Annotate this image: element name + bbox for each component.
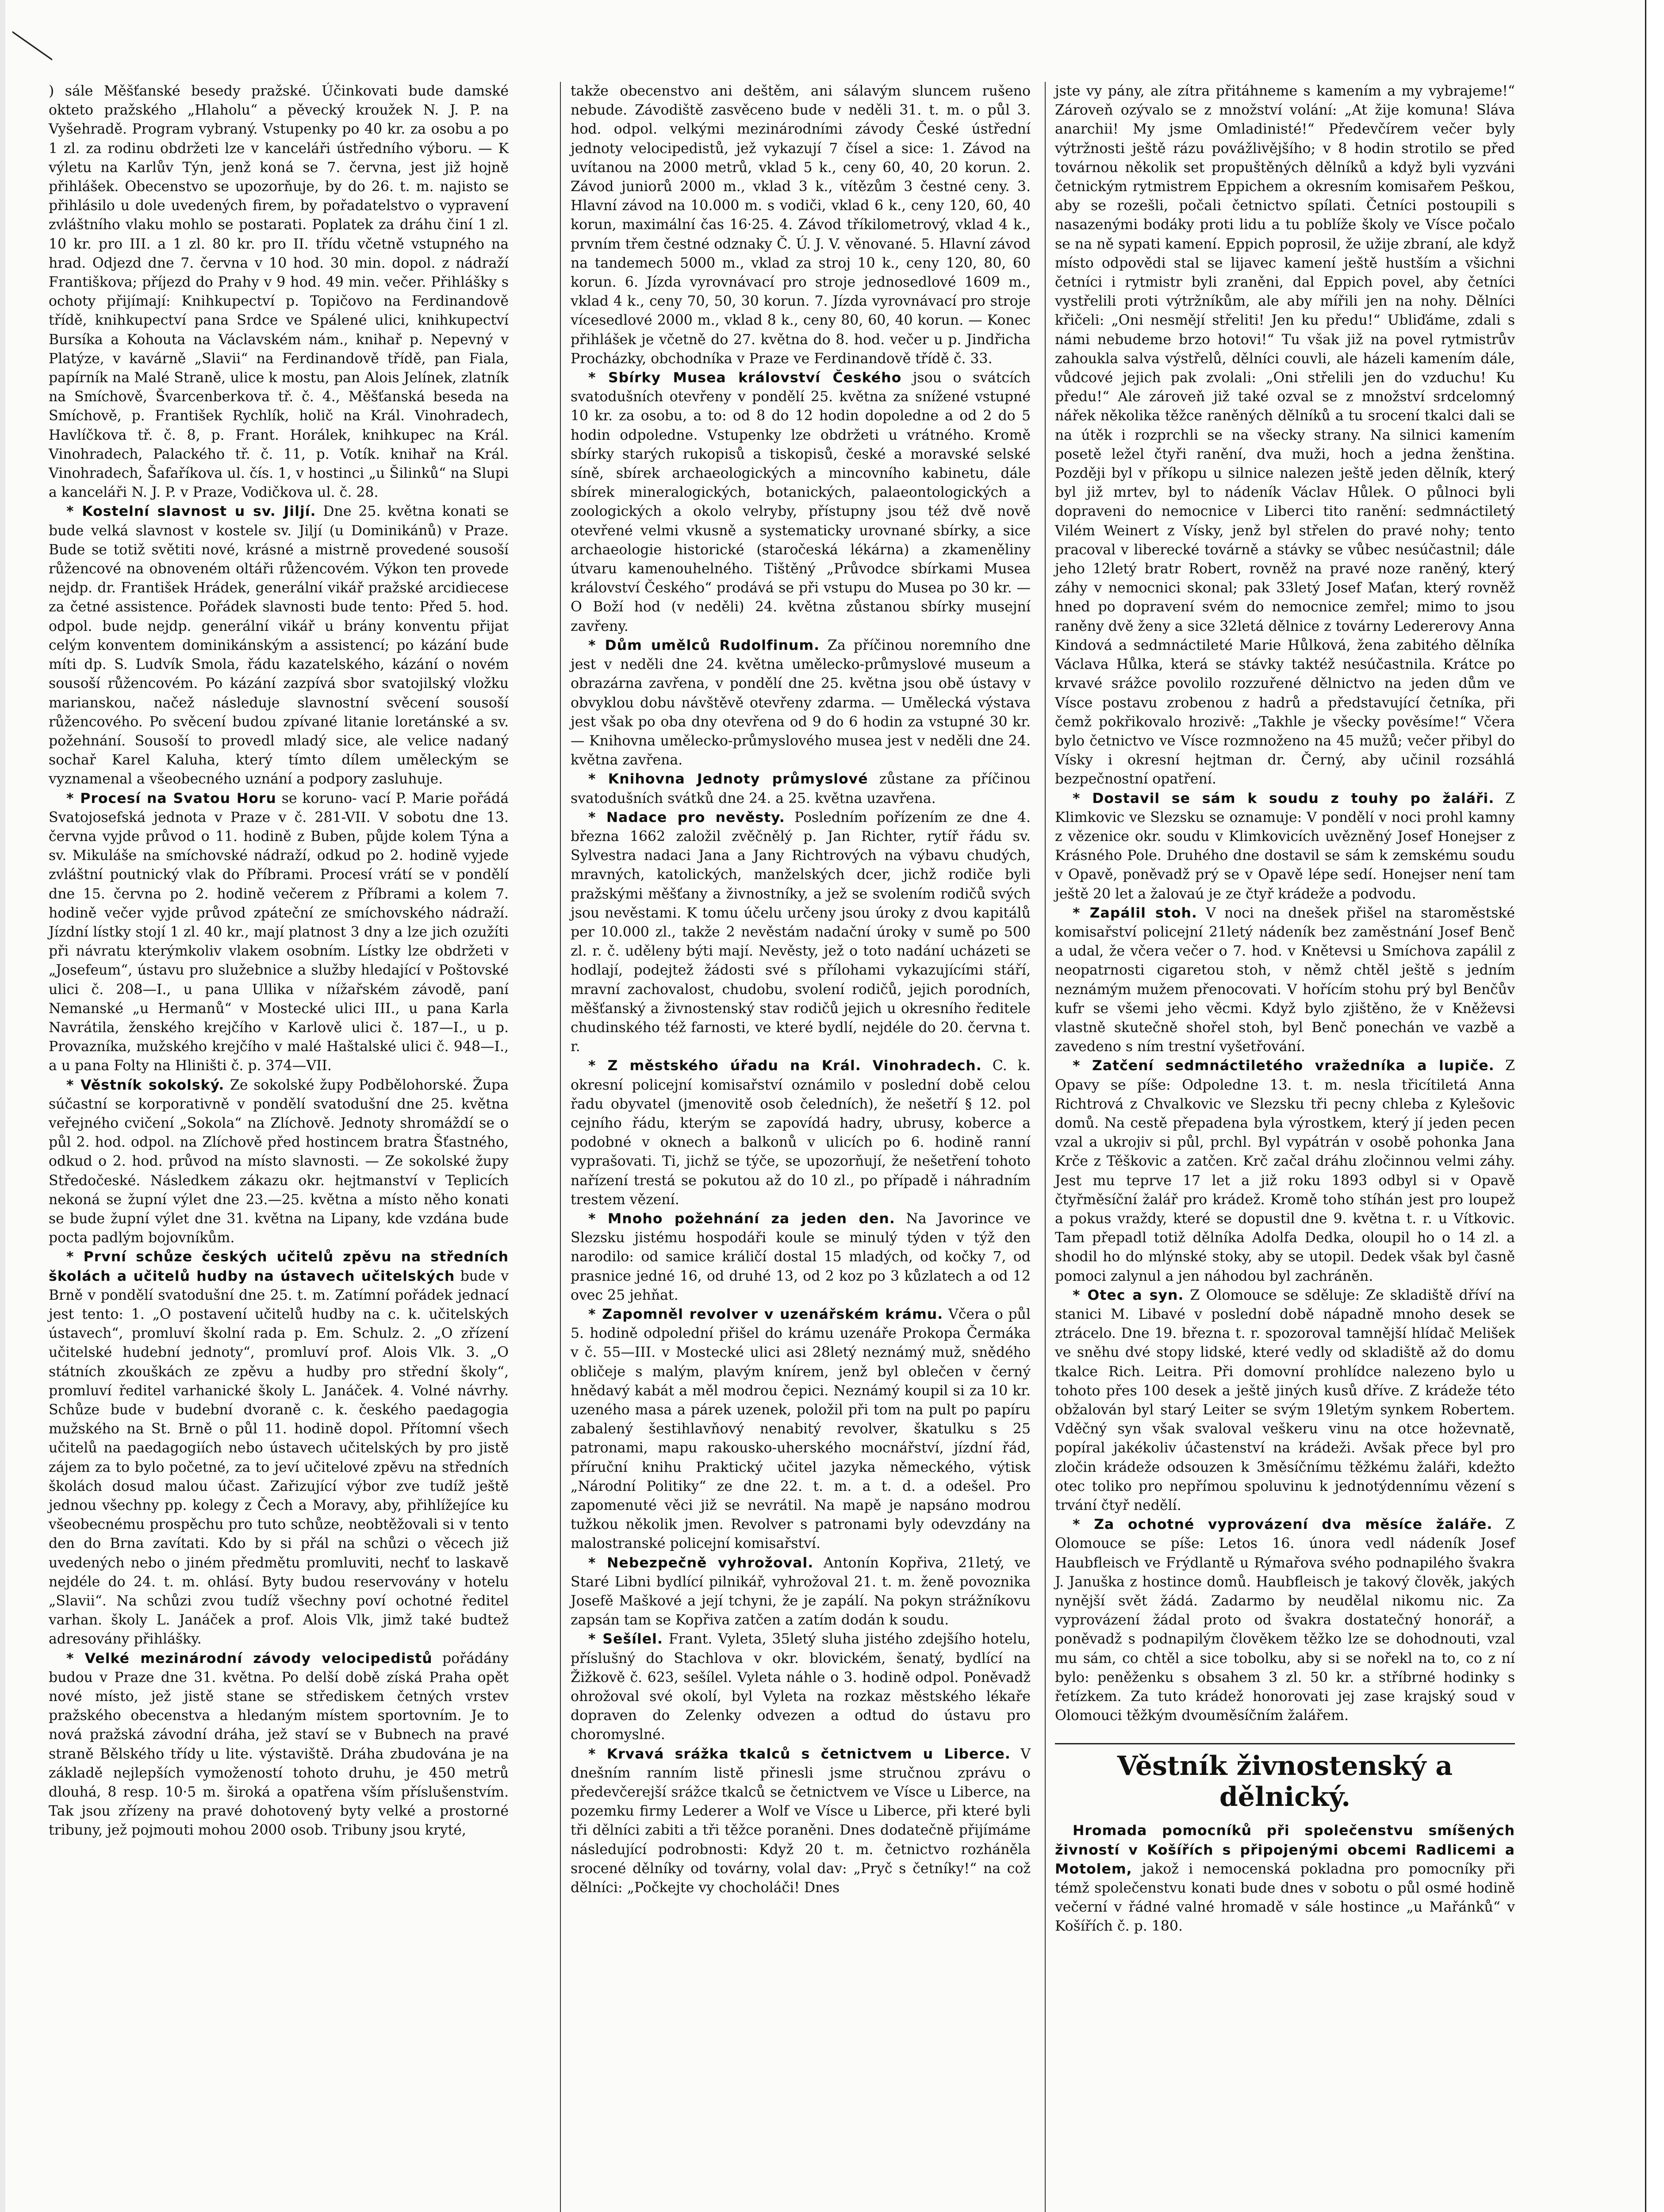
article-heading: * Krvavá srážka tkalců s četnictvem u Liberce. (588, 1746, 1011, 1762)
article-text: jsou o svátcích svatodušních otevřeny v pondělí 25. května za snížené vstupné 10 kr. za osobu, a to: od 8 do 12 hodin dopoledne a od 2 do 5 hodin odpoledne. Vstupenky lze obdržeti u vrátného. Kromě sbírky starých rukopisů a tiskopisů, české a moravské selské síně, sbírek archaeologických a mincovního kabinetu, dále sbírek mineralogických, botanických, palaeontologických a zoologických a okolo velryby, přístupny jsou též dvě nově otevřené velmi vkusně a systematicky urovnané sbírky, a sice archaeologie historické (staročeská lékárna) a zkameněliny útvaru kamenouhelného. Tištěný „Průvodce sbírkami Musea království Českého“ prodává se při vstupu do Musea po 30 kr. — O Boží hod (v neděli) 24. května zůstanou sbírky musejní zavřeny. (571, 370, 1031, 634)
article-paragraph (1055, 1515, 1515, 1725)
article-text: Ze sokolské župy Podbělohorské. Župa súčastní se korporativně v pondělí svatodušní dne 25. května veřejného cvičení „Sokola“ na Zlíchově. Jednoty shromáždí se o půl 2. hod. odpol. na Zlíchově před hostincem bratra Šťastného, odkud o 2. hod. průvod na místo slavnosti. — Ze sokolské župy Středočeské. Následkem zákazu okr. hejtmanství v Teplicích nekoná se župní výlet dne 23.—25. května a místo něho konati se bude župní výlet dne 31. května na Lipany, kde vzdána bude pocta padlým bojovníkům. (49, 1077, 509, 1246)
article-text: Za příčinou noremního dne jest v neděli dne 24. května umělecko-průmyslové museum a obrazárna zavřena, v pondělí dne 25. května jsou obě ústavy v obvyklou dobu návštěvě otevřeny zdarma. — Umělecká výstava jest však po oba dny otevřena od 9 do 6 hodin za vstupné 30 kr. — Knihovna umělecko-průmyslového musea jest v neděli dne 24. května zavřena. (571, 637, 1031, 768)
scan-edge-left (0, 0, 5, 2212)
article-paragraph (571, 1210, 1031, 1305)
article-paragraph (49, 1649, 509, 1840)
article-paragraph (571, 82, 1031, 369)
article-heading: * Knihovna Jednoty průmyslové (588, 771, 868, 787)
article-heading: * Velké mezinárodní závody velocipedistů (66, 1650, 433, 1667)
article-heading: * Nebezpečně vyhrožoval. (588, 1555, 814, 1571)
article-heading: * Za ochotné vyprovázení dva měsíce žaláře. (1073, 1517, 1493, 1533)
article-text: Posledním pořízením ze dne 4. března 1662 založil zvěčnělý p. Jan Richter, rytíř řádu sv. Sylvestra nadaci Jana a Jany Richtrových na výbavu chudých, mravných, katolických, manželských dcer, jichž rodiče byli pražskými měšťany a živnostníky, a jež se svolením rodičů svých jsou nevěstami. K tomu účelu určeny jsou úroky z dvou kapitálů per 10.000 zl., takže 2 nevěstám nadační úroky v sumě po 500 zl. r. č. uděleny býti mají. Nevěsty, jež o toto nadání ucházeti se hodlají, podejtež žádosti své s přílohami vykazujícími stáří, mravní zachovalost, chudobu, svolení rodičů, jejich porodních, měšťanský a živnostenský stav rodičů jejich u okresního ředitele chudinského též farnosti, ve které bydlí, nejdéle do 20. června t. r. (571, 809, 1031, 1055)
article-text: zůstane za příčinou svatodušních svátků dne 24. a 25. května uzavřena. (571, 771, 1031, 806)
article-text: takže obecenstvo ani deštěm, ani sálavým sluncem rušeno nebude. Závodiště zasvěceno bude v neděli 31. t. m. o půl 3. hod. odpol. velkými mezinárodními závody České ústřední jednoty velocipedistů, jež vykazují 7 čísel a sice: 1. Závod na uvítanou na 2000 metrů, vklad 5 k., ceny 60, 40, 20 korun. 2. Závod juniorů 2000 m., vklad 3 k., vítězům 3 čestné ceny. 3. Hlavní závod na 10.000 m. s vodiči, vklad 6 k., ceny 120, 60, 40 korun, maximální čas 16·25. 4. Závod tříkilometrový, vklad 4 k., prvním třem čestné odznaky Č. Ú. J. V. věnované. 5. Hlavní závod na tandemech 5000 m., vklad za stroj 10 k., ceny 120, 80, 60 korun. 6. Jízda vyrovnávací pro stroje jednosedlové 1609 m., vklad 4 k., ceny 70, 50, 30 korun. 7. Jízda vyrovnávací pro stroje vícesedlové 2000 m., vklad 8 k., ceny 80, 60, 40 korun. — Konec přihlášek je včetně do 27. května do 8. hod. večer u p. Jindřicha Procházky, obchodníka v Praze ve Ferdinandově třídě č. 33. (571, 83, 1031, 367)
article-heading: * Procesí na Svatou Horu (66, 790, 276, 806)
article-text: Z Olomouce se píše: Letos 16. února vedl nádeník Josef Haubfleisch ve Frýdlantě u Rýmařova svého podnapilého švakra J. Januška z hostince domů. Haubfleisch je takový člověk, jakých nynější svět žádá. Zadarmo by neudělal nikomu nic. Za vyprovázení žádal proto od švakra dostatečný honorář, a poněvadž s podnapilým člověkem těžko lze se dohodnouti, vzal mu sám, co chtěl a sice tobolku, aby si se nořekl na to, co z ní bylo: peněženku s obsahem 3 zl. 50 kr. a stříbrné hodinky s řetízkem. Za tuto krádež honorovati jej zase krajský soud v Olomouci těžkým dvouměsíčním žalářem. (1055, 1517, 1515, 1724)
article-heading: * Zapomněl revolver v uzenářském krámu. (588, 1306, 943, 1322)
column-2 (571, 82, 1031, 1897)
article-text: Z Opavy se píše: Odpoledne 13. t. m. nesla třicítiletá Anna Richtrová z Chvalkovic ve Slezsku tři pecny chleba z Kylešovic domů. Na cestě přepadena byla výrostkem, který jí jeden pecen vzal a ukrojiv si půl, prchl. Byl vypátrán v osobě pohonka Jana Krče z Těškovic a zatčen. Krč začal dráhu zločinnou velmi záhy. Jest mu teprve 17 let a již roku 1893 odbyl si v Opavě čtyřměsíční žalář pro krádež. Kromě toho stíhán jest pro loupež a pokus vraždy, které se dopustil dne 9. května t. r. u Vítkovic. Tam přepadl totiž dělníka Adolfa Dedka, oloupil ho o 14 zl. a shodil ho do mlýnské stoky, aby se utopil. Dedek však byl časně pomoci zalynul a jen náhodou byl zachráněn. (1055, 1058, 1515, 1284)
article-heading: * Zatčení sedmnáctiletého vražedníka a lupiče. (1073, 1058, 1495, 1074)
article-heading: * Kostelní slavnost u sv. Jiljí. (66, 503, 316, 520)
article-heading: * Sbírky Musea království Českého (588, 370, 902, 386)
article-heading: * Nadace pro nevěsty. (588, 809, 785, 826)
article-heading: * Z městského úřadu na Král. Vinohradech. (588, 1058, 982, 1074)
article-paragraph (1055, 904, 1515, 1057)
article-heading: * Mnoho požehnání za jeden den. (588, 1210, 895, 1227)
article-paragraph (49, 1076, 509, 1248)
article-paragraph (49, 502, 509, 789)
article-heading: * Věstník sokolský. (66, 1077, 225, 1093)
article-text: bude v Brně v pondělí svatodušní dne 25. t. m. Zatímní pořádek jednací jest tento: 1. „O postavení učitelů hudby na c. k. učitelských ústavech“, promluví školní rada p. Em. Schulz. 2. „O zřízení učitelské hudební jednoty“, promluví prof. Alois Vlk. 3. „O státních zkouškách ze zpěvu a hudby pro střední školy“, promluví ředitel varhanické školy L. Janáček. 4. Volné návrhy. Schůze bude v budební dvoraně c. k. českého paedagogia mužského na St. Brně o půl 11. hodině dopol. Přítomní všech učitelů na paedagogiích nebo ústavech učitelských by pro jistě zájem za to bylo početné, za to jeví učitelové zpěvu na středních školách dosud malou účast. Zařizující výbor zve tudíž ještě jednou všechny pp. kolegy z Čech a Moravy, aby, přihlížejíce ku všeobecnému prospěchu pro tuto schůze, neobtěžovali si v tento den do Brna zavítati. Kdo by si přál na schůzi o věcech již uvedených nebo o jiném předmětu promluviti, nechť to laskavě nejdéle do 24. t. m. ohlásí. Byty budou reservovány v hotelu „Slavii“. Na schůzi zvou tudíž všechny poví ochotné ředitel varhan. školy L. Janáček a prof. Alois Vlk, jimž také budtež adresovány přihlášky. (49, 1268, 509, 1647)
article-paragraph (571, 808, 1031, 1057)
article-text: ) sále Měšťanské besedy pražské. Účinkovati bude damské okteto pražského „Hlaholu“ a pěvecký kroužek N. J. P. na Vyšehradě. Program vybraný. Vstupenky po 40 kr. za osobu a po 1 zl. za rodinu obdržeti lze v kanceláři ústředního výboru. — K výletu na Karlův Týn, jenž koná se 7. června, jest již hojně přihlášek. Obecenstvo se upozorňuje, by do 26. t. m. najisto se přihlásilo u dole uvedených firem, by pořadatelstvo o vypravení zvláštního vlaku mohlo se postarati. Poplatek za dráhu činí 1 zl. 10 kr. pro III. a 1 zl. 80 kr. pro II. třídu včetně vstupného na hrad. Odjezd dne 7. června v 10 hod. 30 min. dopol. z nádraží Františkova; příjezd do Prahy v 9 hod. 49 min. večer. Přihlášky s ochoty přijímají: Knihkupectví p. Topičovo na Ferdinandově třídě, knihkupectví pana Srdce ve Spálené ulici, knihkupectví Bursíka a Kohouta na Václavském nám., knihař p. Nepevný v Platýze, v kavárně „Slavii“ na Ferdinandově třídě, pan Fiala, papírník na Malé Straně, ulice k mostu, pan Alois Jelínek, zlatník na Smíchově, Švarcenberkova tř. č. 4., Měšťanská beseda na Smíchově, p. František Rychlík, holič na Král. Vinohradech, Havlíčkova tř. č. 8, p. Frant. Horálek, knihkupec na Král. Vinohradech, Palackého tř. č. 11, p. Votík. knihař na Král. Vinohradech, Šafaříkova ul. čís. 1, v hostinci „u Šilinků“ na Slupi a kanceláři N. J. P. v Praze, Vodičkova ul. č. 28. (49, 83, 509, 501)
article-text: Antonín Kopřiva, 21letý, ve Staré Libni bydlící pilnikář, vyhrožoval 21. t. m. ženě povoznika Josefě Maškové a její tchyni, že je zapálí. Na pokyn strážníkovu zapsán tam se Kopřiva zatčen a zatím dodán k soudu. (571, 1555, 1031, 1628)
article-paragraph (571, 1630, 1031, 1744)
article-heading: Hromada pomocníků při společenstvu smíšených živností v Košířích s připojenými obcemi Radlicemi a Motolem, (1055, 1823, 1515, 1877)
article-text: pořádány budou v Praze dne 31. května. Po delší době získá Praha opět nové místo, jež jistě stane se střediskem četných vrstev pražského obecenstva a hledaným místem sportovním. Je to nová pražská závodní dráha, jež staví se v Bubnech na pravé straně Bělského třídy u lite. výstaviště. Dráha zbudována je na základě nejlepších vymožeností tohoto druhu, je 450 metrů dlouhá, 8 resp. 10·5 m. široká a opatřena vším příslušenstvím. Tak jsou zřízeny na pravé dohotovený byty velké a prostorné tribuny, jež pojmouti mohou 2000 osob. Tribuny jsou kryté, (49, 1650, 509, 1839)
article-heading: * Sešílel. (588, 1631, 663, 1647)
article-heading: * Dostavil se sám k soudu z touhy po žaláři. (1073, 790, 1495, 806)
article-paragraph (49, 1248, 509, 1649)
article-text: C. k. okresní policejní komisařství oznámilo v poslední době celou řadu obyvatel (jmenovitě osob čeledních), že nešetří § 12. pol cejního řádu, kterým se zapovídá hadry, ubrusy, koberce a podobné v oknech a balkonů v ulicích po 6. hodině ranní vyprašovati. Ti, jichž se týče, se upozorňují, že nešetření tohoto nařízení trestá se pokutou až do 10 zl., po případě i náhradním trestem vězení. (571, 1058, 1031, 1208)
article-paragraph (49, 789, 509, 1076)
article-text: Včera o půl 5. hodině odpolední přišel do krámu uzenáře Prokopa Čermáka v č. 55—III. v Mostecké ulici asi 28letý neznámý muž, snědého obličeje s malým, plavým knírem, jenž byl oblečen v černý hnědavý kabát a měl modrou čepici. Neznámý koupil si za 10 kr. uzeného masa a párek uzenek, položil při tom na pult po papíru zabalený šestihlavňový nenabitý revolver, škatulku s 25 patronami, mapu rakousko-uherského mocnářství, jízdní řád, příruční knihu Praktický učitel jazyka německého, výtisk „Národní Politiky“ ze dne 22. t. m. a t. d. a odešel. Pro zapomenuté věci již se nevrátil. Na mapě je napsáno modrou tužkou několik jmen. Revolver s patronami byly odevzdány na malostranské policejní komisařství. (571, 1306, 1031, 1552)
article-paragraph (571, 770, 1031, 808)
article-paragraph (571, 369, 1031, 636)
article-paragraph (1055, 1286, 1515, 1515)
article-text: jakož i nemocenská pokladna pro pomocníky při témž společenstvu konati bude dnes v sobotu o půl osmé hodině večerní v řádné valné hromadě v sále hostince „u Mařánků“ v Košířích č. p. 180. (1055, 1861, 1515, 1935)
article-heading: * Dům umělců Rudolfinum. (588, 637, 820, 653)
article-heading: * Zapálil stoh. (1073, 905, 1197, 921)
article-text: Z Olomouce se sděluje: Ze skladiště dříví na stanici M. Libavé v poslední době nápadně mnoho desek se ztrácelo. Dne 19. března t. r. spozoroval tamnější hlídač Melišek ve sněhu dvé stopy lidské, které vedly od skladiště až do domu tkalce Rich. Leitra. Při domovní prohlídce nalezeno bylo u tohoto přes 100 desek a ještě jiných kusů dříve. Z krádeže této obžalován byl starý Leiter se svým 19letým synkem Robertem. Vděčný syn však svaloval veškeru vinu na otce hoževnatě, popíral jakékoliv účastenství na krádeži. Avšak přece byl pro zločin krádeže odsouzen k 3měsíčnímu těžkému žaláři, kdežto otec toliko pro nepřímou spoluvinu k jednotýdennímu vězení s trvání čtyř nedělí. (1055, 1287, 1515, 1514)
article-paragraph (571, 1305, 1031, 1554)
article-paragraph (1055, 1821, 1515, 1936)
article-paragraph (49, 82, 509, 502)
article-text: V noci na dnešek přišel na staroměstské komisařství policejní 21letý nádeník bez zaměstnání Josef Benč a udal, že včera večer o 7. hod. v Knětevsi u Smíchova zapálil z neopatrnosti cigaretou stoh, v němž chtěl ještě s jedním neznámým mužem přenocovati. V hořícím stohu prý byl Benčův kufr se všemi jeho věcmi. Když bylo zjištěno, že v Kněževsi vlastně skutečně shořel stoh, byl Benč ponechán ve vazbě a zavedeno s ním trestní vyšetřování. (1055, 905, 1515, 1055)
folded-corner-mark (12, 0, 52, 61)
article-heading: * První schůze českých učitelů zpěvu na středních školách a učitelů hudby na ústavech učitelských (49, 1249, 509, 1284)
article-paragraph (571, 1056, 1031, 1210)
article-text: Z Klimkovic ve Slezsku se oznamuje: V pondělí v noci prohl kamny z vězenice okr. soudu v Klimkovicích uvězněný Josef Honejser z Krásného Pole. Druhého dne dostavil se sám k zemskému soudu v Opavě, poněvadž prý se v Opavě lépe sedí. Honejser není tam ještě 20 let a žalovaú je ze čtyř krádeže a podvodu. (1055, 790, 1515, 902)
article-text: jste vy pány, ale zítra přitáhneme s kamením a my vybrajeme!“ Zároveň ozývalo se z množství volání: „At žije komuna! Sláva anarchii! My jsme Omladinisté!“ Předevčírem večer byly výtržnosti ještě rázu povážlivějšího; v 8 hodin strotilo se před továrnou několik set propuštěných dělníků a když byli vyzváni četnickým rytmistrem Eppichem a okresním komisařem Peškou, aby se rozešli, počali četnictvo spílati. Četníci postoupili s nasazenými bodáky proti lidu a tu poblíže školy ve Vísce počalo se na ně sypati kamení. Eppich poprosil, že užije zbraní, ale když místo odpovědi stal se lijavec kamení ještě hustším a všichni četníci i rytmistr byli zraněni, dal Eppich povel, aby četníci vystřelili proti výtržníkům, ale aby mířili jen na nohy. Dělníci křičeli: „Oni nesmějí střeliti! Jen ku předu!“ Ubliďáme, zdali s námi nebudeme brzo hotovi!“ Tu však již na povel rytmistrův zahoukla salva výstřelů, dělníci couvli, ale házeli kamením dále, vůdcové jejich pak zvolali: „Oni střelili jen do vzduchu! Ku předu!“ Ale zároveň již také ozval se z množství srdcelomný nářek několika těžce raněných dělníků a tu srocení tkalci dali se na útěk i rozprchli se na všecky strany. Na silnici kamením posetě ležel čtyři ranění, dva muži, hoch a jedna ženština. Později byl v příkopu u silnice nalezen ještě jeden dělník, který byl již mrtev, byl to nádeník Václav Hůlek. O půlnoci byli dopraveni do nemocnice v Liberci tito ranění: sedmnáctiletý Vilém Weinert z Vísky, jenž byl střelen do pravé nohy; tento pracoval v liberecké továrně a stávky se vůbec nesúčastnil; dále jeho 12letý bratr Robert, rovněž na pravé noze raněný, který záhy v nemocnici skonal; pak 33letý Josef Maťan, který rovněž hned po dopravení svém do nemocnice zemřel; mimo to jsou raněny dvě ženy a sice 32letá dělnice z továrny Ledererovy Anna Kindová a sedmnáctileté Marie Hůlková, žena zabitého dělníka Václava Hůlka, která se stávky taktéž nesúčastnila. Krátce po krvavé srážce povolilo rozzuřené dělnictvo na jeden dům ve Vísce postavu zrobenou z hadrů a představující četníka, při čemž pokřikovalo hrozivě: „Takhle je všecky pověsíme!“ Včera bylo četnictvo ve Vísce rozmnoženo na 45 mužů; večer přibyl do Vísky i okresní hejtman dr. Černý, aby učinil rozsáhlá bezpečnostní opatření. (1055, 83, 1515, 787)
article-paragraph (1055, 789, 1515, 904)
article-text: se koruno- vací P. Marie pořádá Svatojosefská jednota v Praze v č. 281-VII. V sobotu dne 13. června vyjde průvod o 11. hodině z Buben, půjde kolem Týna a sv. Mikuláše na smíchovské nádraží, odkud po 2. hodině vyjede zvláštní poutnický vlak do Příbrami. Procesí vrátí se v pondělí dne 15. června po 2. hodině večerem z Příbrami a kolem 7. hodině večer vyjde průvod zpáteční ze smíchovského nádraží. Jízdní lístky stojí 1 zl. 40 kr., mají platnost 3 dny a lze jich ozužíti při návratu kterýmkoliv vlakem osobním. Lístky lze obdržeti v „Josefeum“, ústavu pro služebnice a služby hledající v Poštovské ulici č. 208—I., u pana Ullika v nížařském závodě, paní Nemanské „u Hermanů“ v Mostecké ulici III., u pana Karla Navrátila, ženského krejčího v Karlově ulici č. 187—I., u p. Provazníka, mužského krejčího v malé Haštalské ulici č. 948—I., a u pana Folty na Hliništi č. p. 374—VII. (49, 790, 509, 1074)
article-heading: * Otec a syn. (1073, 1287, 1184, 1303)
article-text: Na Javorince ve Slezsku jistému hospodáři koule se minulý týden v týž den narodilo: od samice králičí dostal 15 mladých, od kočky 7, od prasnice jedné 16, od druhé 13, od 2 koz po 3 kůzlatech a od 12 ovec 25 jehňat. (571, 1210, 1031, 1303)
column-3 (1055, 82, 1515, 1936)
section-title: Věstník živnostenský a dělnický. (1055, 1743, 1515, 1813)
article-paragraph (571, 1745, 1031, 1898)
article-paragraph (571, 1554, 1031, 1630)
column-rule (1045, 82, 1046, 2212)
article-text: V dnešním ranním listě přinesli jsme stručnou zprávu o předevčerejší srážce tkalců se četnictvem ve Vísce u Liberce, na pozemku firmy Lederer a Wolf ve Vísce u Liberce, při které byli tři dělníci zabiti a tři těžce poraněni. Dnes dodatečně přijímáme následující podrobnosti: Když 20 t. m. četnictvo rozháněla srocené dělníky od továrny, volal dav: „Pryč s četníky!“ na což dělníci: „Počkejte vy chocholáči! Dnes (571, 1746, 1031, 1896)
column-rule (560, 82, 561, 2212)
article-text: Frant. Vyleta, 35letý sluha jistého zdejšího hotelu, příslušný do Stachlova v okr. blovickém, šenatý, bydlící na Žižkově č. 623, sešílel. Vyleta náhle o 3. hodině odpol. Poněvadž ohrožoval své okolí, byl Vyleta na rozkaz městského lékaře dopraven do Zelenky odvezen a odtud do ústavu pro choromyslné. (571, 1631, 1031, 1743)
article-paragraph (1055, 82, 1515, 789)
column-1 (49, 82, 509, 1840)
article-paragraph (571, 636, 1031, 770)
article-paragraph (1055, 1056, 1515, 1286)
article-text: Dne 25. května konati se bude velká slavnost v kostele sv. Jiljí (u Dominikánů) v Praze. Bude se totiž světiti nové, krásné a mistrně provedené sousoší růžencové na obnoveném oltáři růžencovém. Výkon ten provede nejdp. dr. František Hrádek, generální vikář pražské arcidiecese za četné assistence. Pořádek slavnosti bude tento: Před 5. hod. odpol. bude nejdp. generální vikář u brány konventu přijat celým konventem dominikánským a assistencí; po kázání bude míti dp. S. Ludvík Smola, řádu kazatelského, kázání o novém sousoší růžencovém. Po kázání zazpívá sbor svatojilský vložku marianskou, načež následuje slavnostní svěcení sousoší růžencového. Po svěcení budou zpívané litanie loretánské a sv. požehnání. Sousoší to provedl mladý sice, ale velice nadaný sochař Karel Kaluha, který tímto dílem uměleckým se vyznamenal a všeobecného uznání a podpory zasluhuje. (49, 503, 509, 787)
scan-edge-right (1645, 0, 1664, 2212)
